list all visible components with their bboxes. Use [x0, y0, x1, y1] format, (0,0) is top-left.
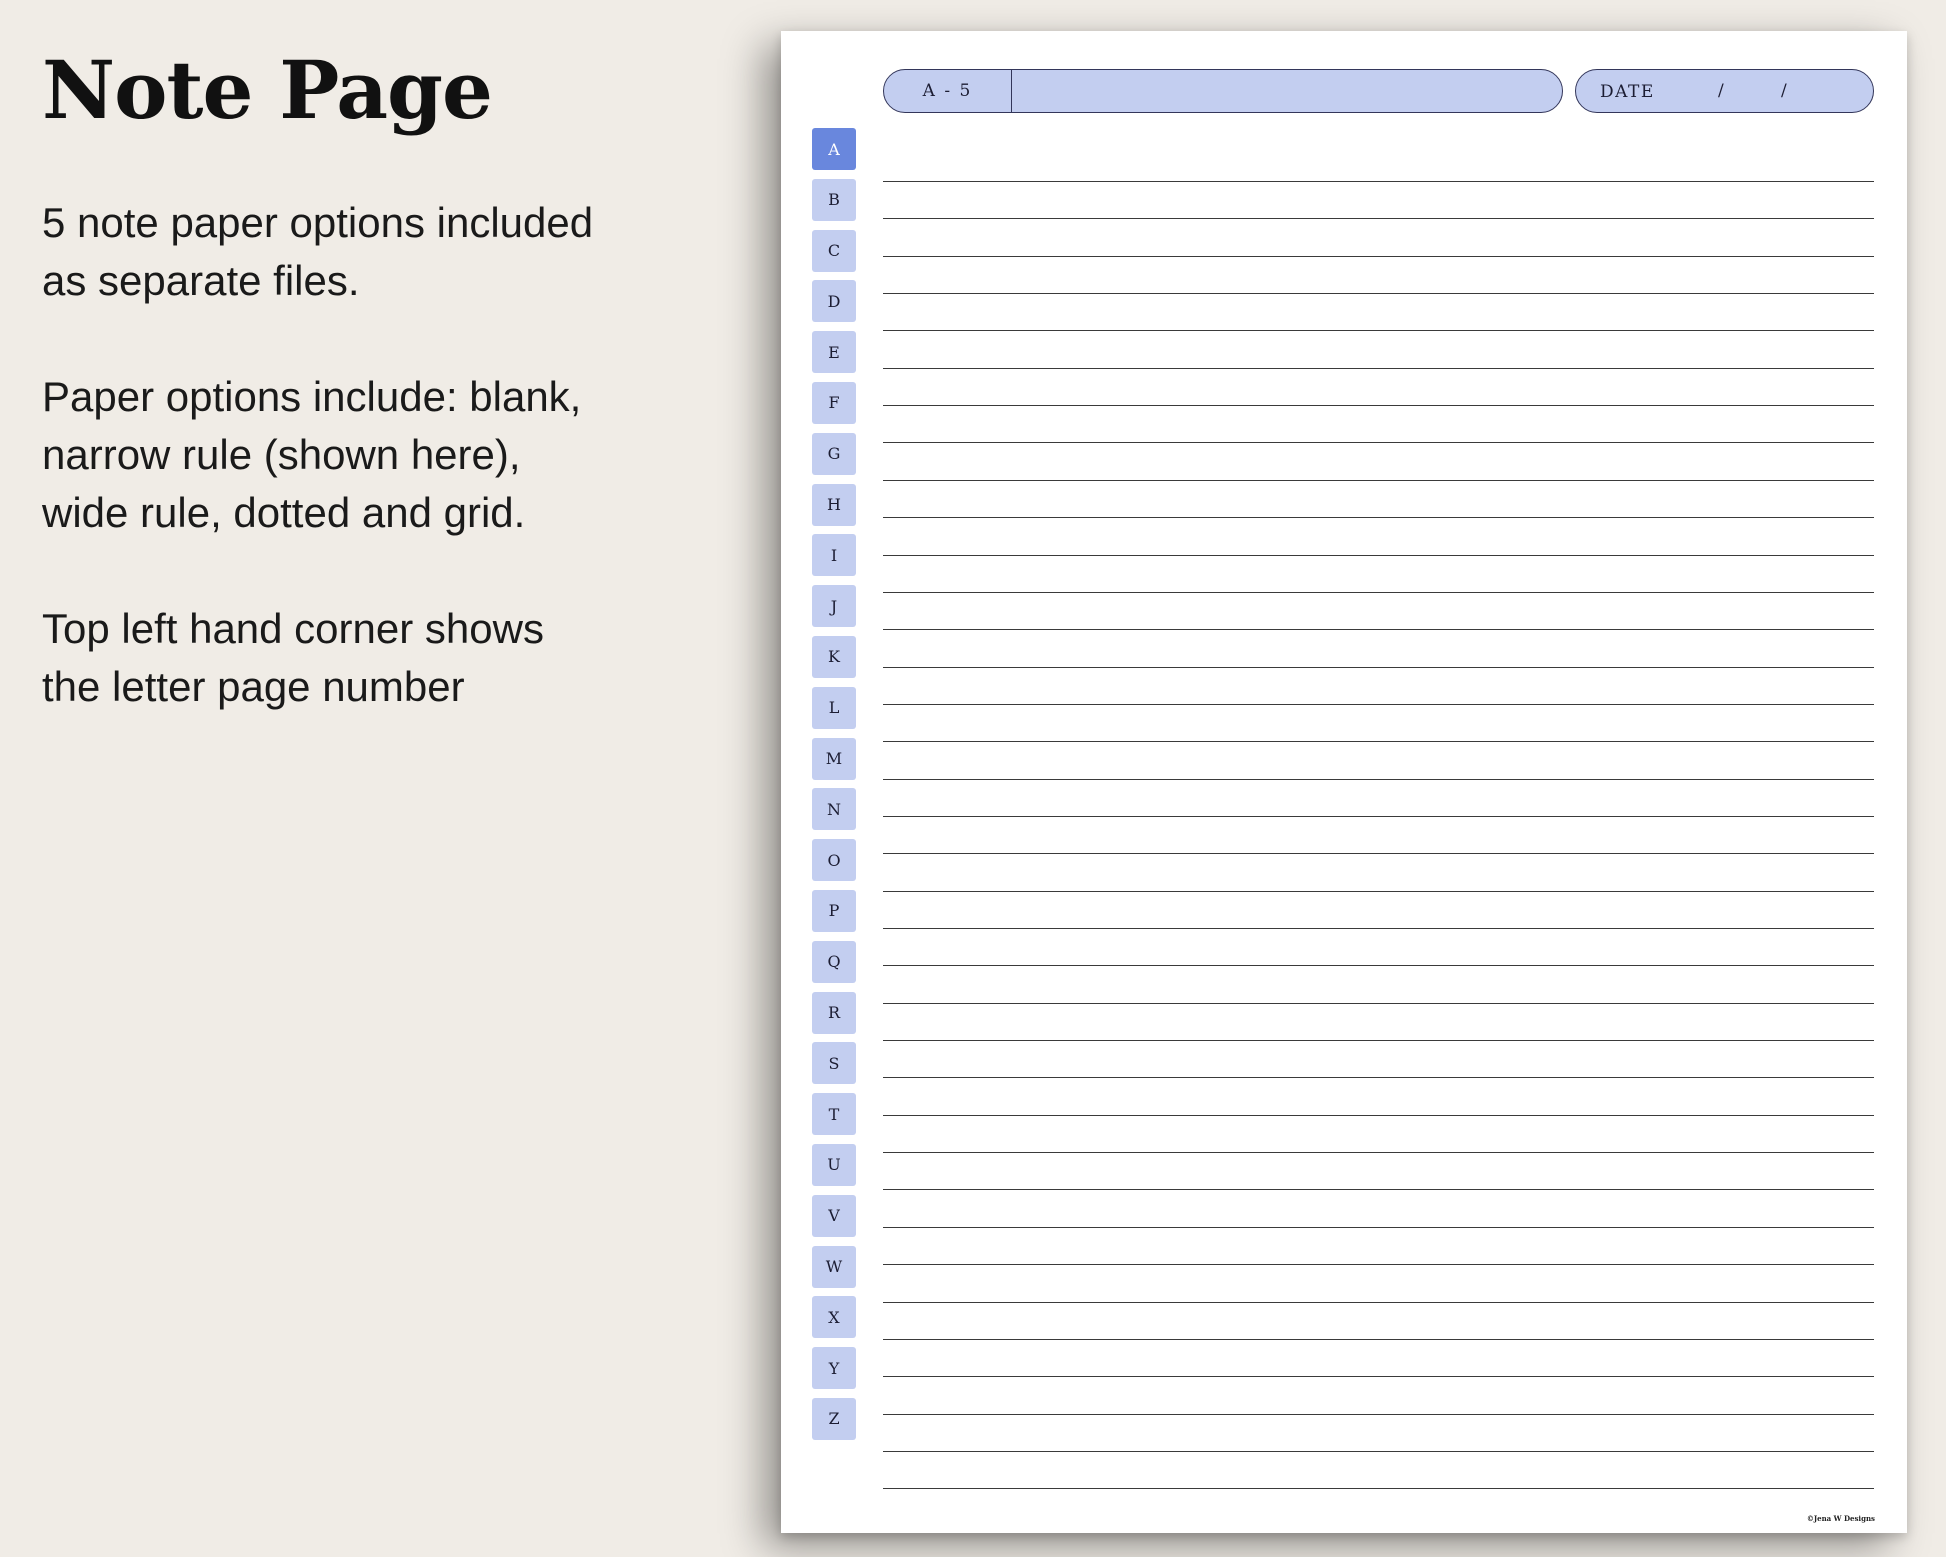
letter-tab-z[interactable]: Z — [812, 1398, 856, 1440]
letter-tab-c[interactable]: C — [812, 230, 856, 272]
ruled-line — [883, 368, 1874, 369]
ruled-line — [883, 1488, 1874, 1489]
letter-tab-h[interactable]: H — [812, 484, 856, 526]
ruled-line — [883, 1227, 1874, 1228]
letter-tab-j[interactable]: J — [812, 585, 856, 627]
page-title: Note Page — [42, 43, 492, 137]
letter-tab-l[interactable]: L — [812, 687, 856, 729]
ruled-line — [883, 1339, 1874, 1340]
letter-tab-a[interactable]: A — [812, 128, 856, 170]
copyright: ©Jena W Designs — [1806, 1514, 1875, 1523]
ruled-line — [883, 1189, 1874, 1190]
letter-tab-e[interactable]: E — [812, 331, 856, 373]
letter-tab-u[interactable]: U — [812, 1144, 856, 1186]
letter-tab-i[interactable]: I — [812, 534, 856, 576]
ruled-line — [883, 592, 1874, 593]
description-options: 5 note paper options included as separate files. — [42, 199, 594, 304]
letter-tab-v[interactable]: V — [812, 1195, 856, 1237]
ruled-line — [883, 1077, 1874, 1078]
letter-tab-b[interactable]: B — [812, 179, 856, 221]
info-panel — [42, 43, 682, 716]
ruled-line — [883, 218, 1874, 219]
page-number: A - 5 — [884, 70, 1012, 112]
letter-tab-o[interactable]: O — [812, 839, 856, 881]
letter-tab-q[interactable]: Q — [812, 941, 856, 983]
ruled-line — [883, 816, 1874, 817]
alphabet-tabs — [812, 128, 858, 1449]
ruled-line — [883, 256, 1874, 257]
letter-tab-n[interactable]: N — [812, 788, 856, 830]
date-separator: / — [1718, 81, 1724, 101]
ruled-line — [883, 405, 1874, 406]
ruled-line — [883, 1040, 1874, 1041]
letter-tab-r[interactable]: R — [812, 992, 856, 1034]
letter-tab-x[interactable]: X — [812, 1296, 856, 1338]
ruled-line — [883, 704, 1874, 705]
ruled-line — [883, 741, 1874, 742]
letter-tab-g[interactable]: G — [812, 433, 856, 475]
ruled-line — [883, 555, 1874, 556]
ruled-line — [883, 1264, 1874, 1265]
ruled-line — [883, 1451, 1874, 1452]
description-corner: Top left hand corner shows the letter page number — [42, 605, 544, 710]
note-paper — [781, 31, 1907, 1533]
ruled-line — [883, 480, 1874, 481]
ruled-line — [883, 629, 1874, 630]
ruled-line — [883, 293, 1874, 294]
ruled-line — [883, 779, 1874, 780]
letter-tab-m[interactable]: M — [812, 738, 856, 780]
letter-tab-d[interactable]: D — [812, 280, 856, 322]
letter-tab-p[interactable]: P — [812, 890, 856, 932]
letter-tab-y[interactable]: Y — [812, 1347, 856, 1389]
ruled-lines — [883, 31, 1874, 1533]
ruled-line — [883, 853, 1874, 854]
date-label: DATE — [1600, 82, 1655, 102]
ruled-line — [883, 891, 1874, 892]
ruled-line — [883, 181, 1874, 182]
letter-tab-w[interactable]: W — [812, 1246, 856, 1288]
letter-tab-k[interactable]: K — [812, 636, 856, 678]
ruled-line — [883, 667, 1874, 668]
letter-tab-f[interactable]: F — [812, 382, 856, 424]
description-paper-types: Paper options include: blank, narrow rule (shown here), wide rule, dotted and grid. — [42, 373, 582, 536]
ruled-line — [883, 1376, 1874, 1377]
letter-tab-t[interactable]: T — [812, 1093, 856, 1135]
ruled-line — [883, 330, 1874, 331]
ruled-line — [883, 1152, 1874, 1153]
ruled-line — [883, 1115, 1874, 1116]
ruled-line — [883, 1003, 1874, 1004]
ruled-line — [883, 517, 1874, 518]
ruled-line — [883, 442, 1874, 443]
letter-tab-s[interactable]: S — [812, 1042, 856, 1084]
ruled-line — [883, 1414, 1874, 1415]
ruled-line — [883, 965, 1874, 966]
ruled-line — [883, 928, 1874, 929]
ruled-line — [883, 1302, 1874, 1303]
date-separator: / — [1781, 81, 1787, 101]
